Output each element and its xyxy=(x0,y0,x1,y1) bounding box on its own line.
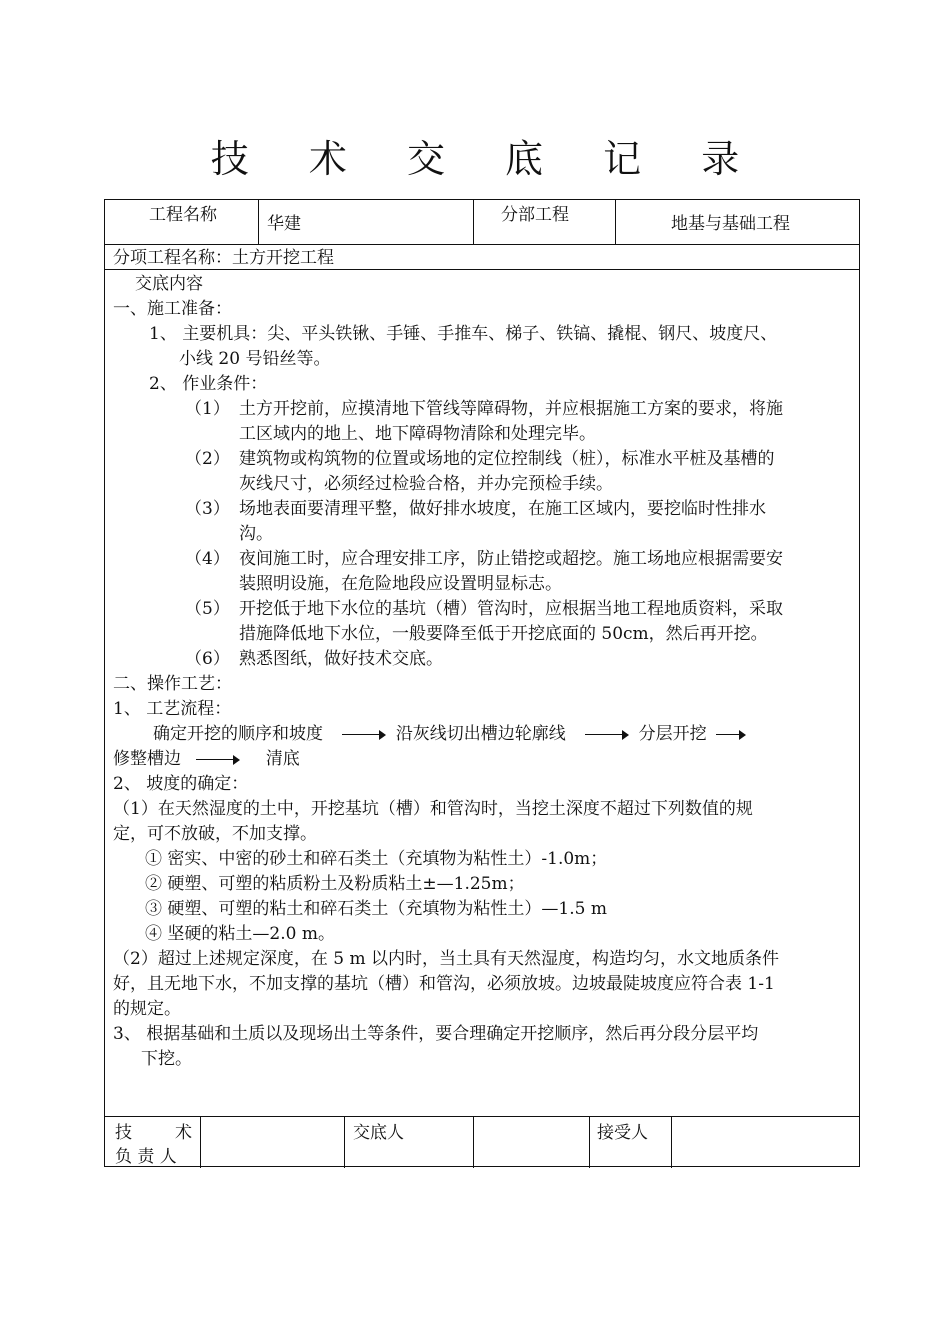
row-divider xyxy=(105,1116,859,1117)
excavation-order: 3、 根据基础和土质以及现场出土等条件，要合理确定开挖顺序，然后再分段分层平均 xyxy=(113,1024,759,1044)
process-flow-line xyxy=(153,723,746,745)
tech-lead-label-2: 术 xyxy=(175,1123,192,1143)
conditions-title: 2、 作业条件： xyxy=(149,374,268,394)
row-divider xyxy=(105,269,859,270)
flow-step: 清底 xyxy=(265,749,300,769)
section-1-title: 一、施工准备： xyxy=(113,299,232,319)
subitem-name: 分项工程名称：土方开挖工程 xyxy=(113,248,334,268)
division-value: 地基与基础工程 xyxy=(671,214,790,234)
slope-paragraph-2: （2）超过上述规定深度，在 5 m 以内时，当土具有天然湿度，构造均匀，水文地质条件 xyxy=(113,949,779,969)
condition-number: （3） xyxy=(185,499,230,519)
condition-text: 装照明设施，在危险地段应设置明显标志。 xyxy=(239,574,562,594)
flow-step: 确定开挖的顺序和坡度 xyxy=(153,724,323,744)
condition-number: （1） xyxy=(185,399,230,419)
condition-text: 开挖低于地下水位的基坑（槽）管沟时，应根据当地工程地质资料，采取 xyxy=(239,599,783,619)
content-heading: 交底内容 xyxy=(135,274,203,294)
flow-step: 沿灰线切出槽边轮廓线 xyxy=(395,724,566,744)
project-name-label: 工程名称 xyxy=(149,205,217,225)
receiver-label: 接受人 xyxy=(597,1123,648,1143)
flow-step: 分层开挖 xyxy=(638,724,707,744)
condition-text: 夜间施工时，应合理安排工序，防止错挖或超挖。施工场地应根据需要安 xyxy=(239,549,783,569)
slope-paragraph-1: （1）在天然湿度的土中，开挖基坑（槽）和管沟时，当挖土深度不超过下列数值的规 xyxy=(113,799,753,819)
condition-text: 建筑物或构筑物的位置或场地的定位控制线（桩），标准水平桩及基槽的 xyxy=(239,449,775,469)
condition-text: 场地表面要清理平整，做好排水坡度，在施工区域内，要挖临时性排水 xyxy=(239,499,766,519)
section-2-title: 二、操作工艺： xyxy=(113,674,232,694)
col-divider xyxy=(589,1116,590,1168)
slope-paragraph-2-cont: 好，且无地下水，不加支撑的基坑（槽）和管沟，必须放坡。边坡最陡坡度应符合表 1-1 xyxy=(113,974,775,994)
col-divider xyxy=(258,200,259,244)
equipment-line-cont: 小线 20 号铅丝等。 xyxy=(179,349,331,369)
arrow-right-icon xyxy=(196,755,240,765)
col-divider xyxy=(473,200,474,244)
process-flow-line-cont xyxy=(113,748,300,770)
tech-lead-label-1: 技 xyxy=(115,1123,132,1143)
condition-number: （6） xyxy=(185,649,230,669)
project-name-value: 华建 xyxy=(267,214,301,234)
handover-person-label: 交底人 xyxy=(353,1123,404,1143)
row-divider xyxy=(105,244,859,245)
equipment-line: 1、 主要机具：尖、平头铁锹、手锤、手推车、梯子、铁镐、撬棍、钢尺、坡度尺、 xyxy=(149,324,778,344)
arrow-right-icon xyxy=(585,730,629,740)
condition-text: 土方开挖前，应摸清地下管线等障碍物，并应根据施工方案的要求，将施 xyxy=(239,399,783,419)
condition-text: 灰线尺寸，必须经过检验合格，并办完预检手续。 xyxy=(239,474,613,494)
condition-text: 措施降低地下水位，一般要降至低于开挖底面的 50cm，然后再开挖。 xyxy=(239,624,768,644)
condition-text: 沟。 xyxy=(239,524,273,544)
arrow-right-icon xyxy=(342,730,386,740)
handover-record-table xyxy=(104,199,860,1167)
document-title: 技 术 交 底 记 录 xyxy=(210,137,764,181)
col-divider xyxy=(200,1116,201,1168)
arrow-right-icon xyxy=(716,730,746,740)
slope-paragraph-2-cont: 的规定。 xyxy=(113,999,181,1019)
depth-item: ② 硬塑、可塑的粘质粉土及粉质粘土±—1.25m； xyxy=(145,874,525,894)
col-divider xyxy=(473,1116,474,1168)
condition-text: 工区域内的地上、地下障碍物清除和处理完毕。 xyxy=(239,424,596,444)
depth-item: ④ 坚硬的粘土—2.0 m。 xyxy=(145,924,335,944)
col-divider xyxy=(671,1116,672,1168)
flow-step: 修整槽边 xyxy=(113,749,181,769)
process-flow-title: 1、 工艺流程： xyxy=(113,699,232,719)
excavation-order-cont: 下挖。 xyxy=(141,1049,192,1069)
slope-title: 2、 坡度的确定： xyxy=(113,774,249,794)
col-divider xyxy=(615,200,616,244)
depth-item: ① 密实、中密的砂土和碎石类土（充填物为粘性土）-1.0m； xyxy=(145,849,608,869)
col-divider xyxy=(344,1116,345,1168)
condition-number: （4） xyxy=(185,549,230,569)
division-label: 分部工程 xyxy=(501,205,569,225)
condition-text: 熟悉图纸，做好技术交底。 xyxy=(239,649,443,669)
tech-lead-label-3: 负 责 人 xyxy=(115,1147,177,1167)
depth-item: ③ 硬塑、可塑的粘土和碎石类土（充填物为粘性土）—1.5 m xyxy=(145,899,607,919)
condition-number: （5） xyxy=(185,599,230,619)
slope-paragraph-1-cont: 定，可不放破，不加支撑。 xyxy=(113,824,317,844)
condition-number: （2） xyxy=(185,449,230,469)
